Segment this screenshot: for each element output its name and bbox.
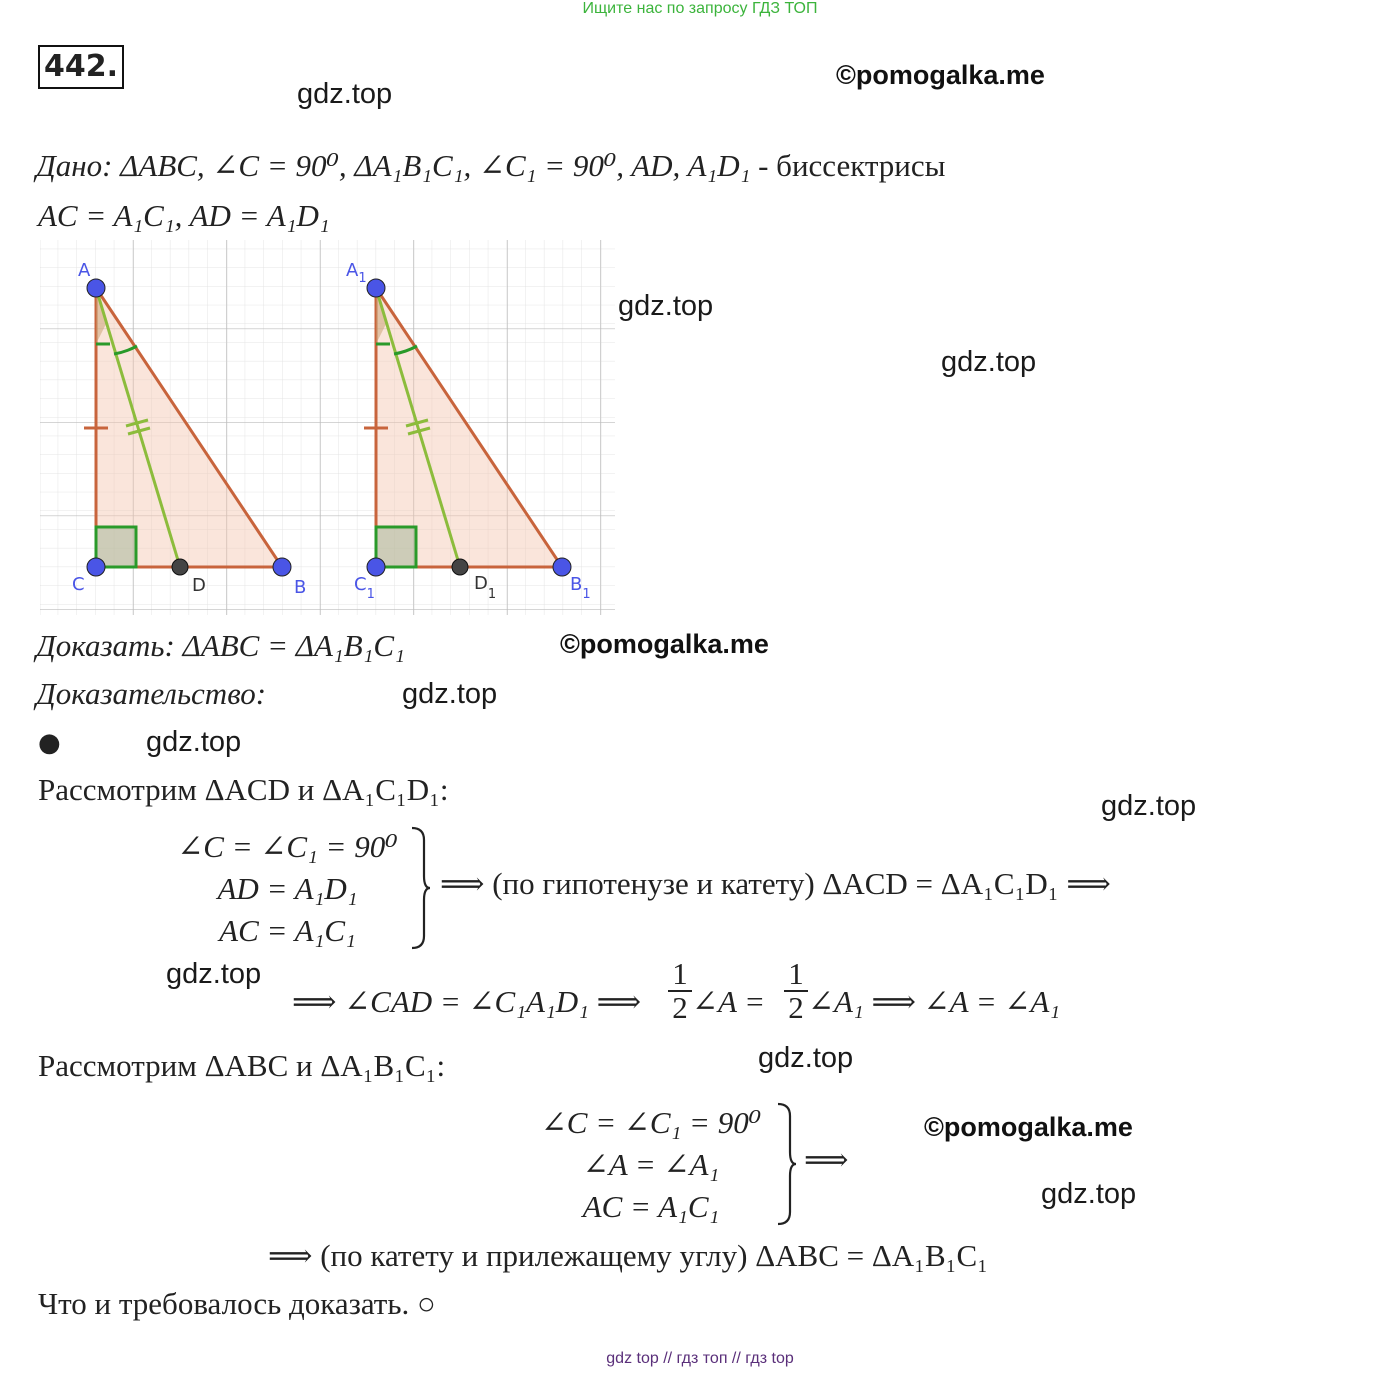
watermark-gdz: gdz.top [941,346,1037,378]
qed-line: Что и требовалось доказать. ○ [38,1286,436,1321]
condition: AC = A₁C₁ [219,913,356,948]
watermark-gdz: gdz.top [402,678,498,710]
point-a1 [367,279,385,297]
given-line-1 [36,148,945,184]
step1-conditions [155,826,420,952]
given-math: : ΔABC, ∠C = 90⁰, ΔA₁B₁C₁, ∠C₁ = 90⁰, AD, A₁D₁ [102,148,751,183]
step2-intro: Рассмотрим ΔABC и ΔA₁B₁C₁: [38,1048,446,1083]
brace [408,826,432,950]
given-label: Дано [36,148,103,183]
fraction-half [668,958,692,1024]
point-a [87,279,105,297]
step1-result-c: ∠A₁ ⟹ ∠A = ∠A₁ [808,984,1061,1019]
point-b1 [553,558,571,576]
label-b: B [294,577,307,598]
step1-conclusion: ⟹ (по гипотенузе и катету) ΔACD = ΔA₁C₁D₁ ⟹ [440,866,1111,901]
proof-label: Доказательство: [36,676,267,711]
prove-line [36,628,405,664]
search-banner[interactable]: Ищите нас по запросу ГДЗ ТОП [582,0,818,17]
label-a: A [78,260,91,281]
label-a1: $A_1$ [346,260,367,286]
given-suffix: - биссектрисы [750,148,946,183]
watermark-gdz: gdz.top [166,958,262,990]
given-line-2: AC = A₁C₁, AD = A₁D₁ [38,198,330,233]
step1-intro: Рассмотрим ΔACD и ΔA₁C₁D₁: [38,772,449,807]
condition: ∠C = ∠C₁ = 90⁰ [540,1105,762,1140]
point-b [273,558,291,576]
condition: AC = A₁C₁ [582,1189,720,1224]
condition: ∠C = ∠C₁ = 90⁰ [177,829,398,864]
watermark-gdz: gdz.top [618,290,714,322]
watermark-gdz: gdz.top [758,1042,854,1074]
label-d1: $D_1$ [474,573,497,602]
watermark-gdz: gdz.top [146,726,242,758]
watermark-pomogalka: ©pomogalka.me [836,60,1045,90]
point-d1 [452,559,468,575]
fraction-denominator: 2 [668,990,692,1024]
watermark-pomogalka: ©pomogalka.me [560,629,769,659]
label-b1: $B_1$ [570,574,591,602]
brace [774,1102,798,1226]
point-c1 [367,558,385,576]
point-c [87,558,105,576]
condition: ∠A = ∠A₁ [582,1147,720,1182]
fraction-numerator: 1 [788,956,804,991]
triangles-figure [40,240,615,615]
watermark-gdz: gdz.top [297,78,393,110]
fraction-denominator: 2 [784,990,808,1024]
watermark-gdz: gdz.top [1041,1178,1137,1210]
step2-arrow: ⟹ [804,1142,849,1177]
label-c: C [72,574,85,595]
bullet: ● [38,728,61,758]
prove-label: Доказать [36,628,165,663]
condition: AD = A₁D₁ [217,871,358,906]
step2-conclusion: ⟹ (по катету и прилежащему углу) ΔABC = ΔA₁B₁C₁ [268,1238,988,1273]
label-c1: $C_1$ [354,574,375,602]
step2-conditions [520,1102,782,1228]
prove-math: : ΔABC = ΔA₁B₁C₁ [164,628,405,663]
problem-number: 442. [38,45,124,89]
fraction-numerator: 1 [672,956,688,991]
step1-result-a: ⟹ ∠CAD = ∠C₁A₁D₁ ⟹ [292,984,642,1019]
step1-result-b: ∠A = [692,984,766,1019]
label-d: D [192,575,206,596]
footer-links[interactable]: gdz top // гдз топ // гдз top [606,1350,794,1367]
watermark-gdz: gdz.top [1101,790,1197,822]
point-d [172,559,188,575]
watermark-pomogalka: ©pomogalka.me [924,1112,1133,1142]
fraction-half [784,958,808,1024]
